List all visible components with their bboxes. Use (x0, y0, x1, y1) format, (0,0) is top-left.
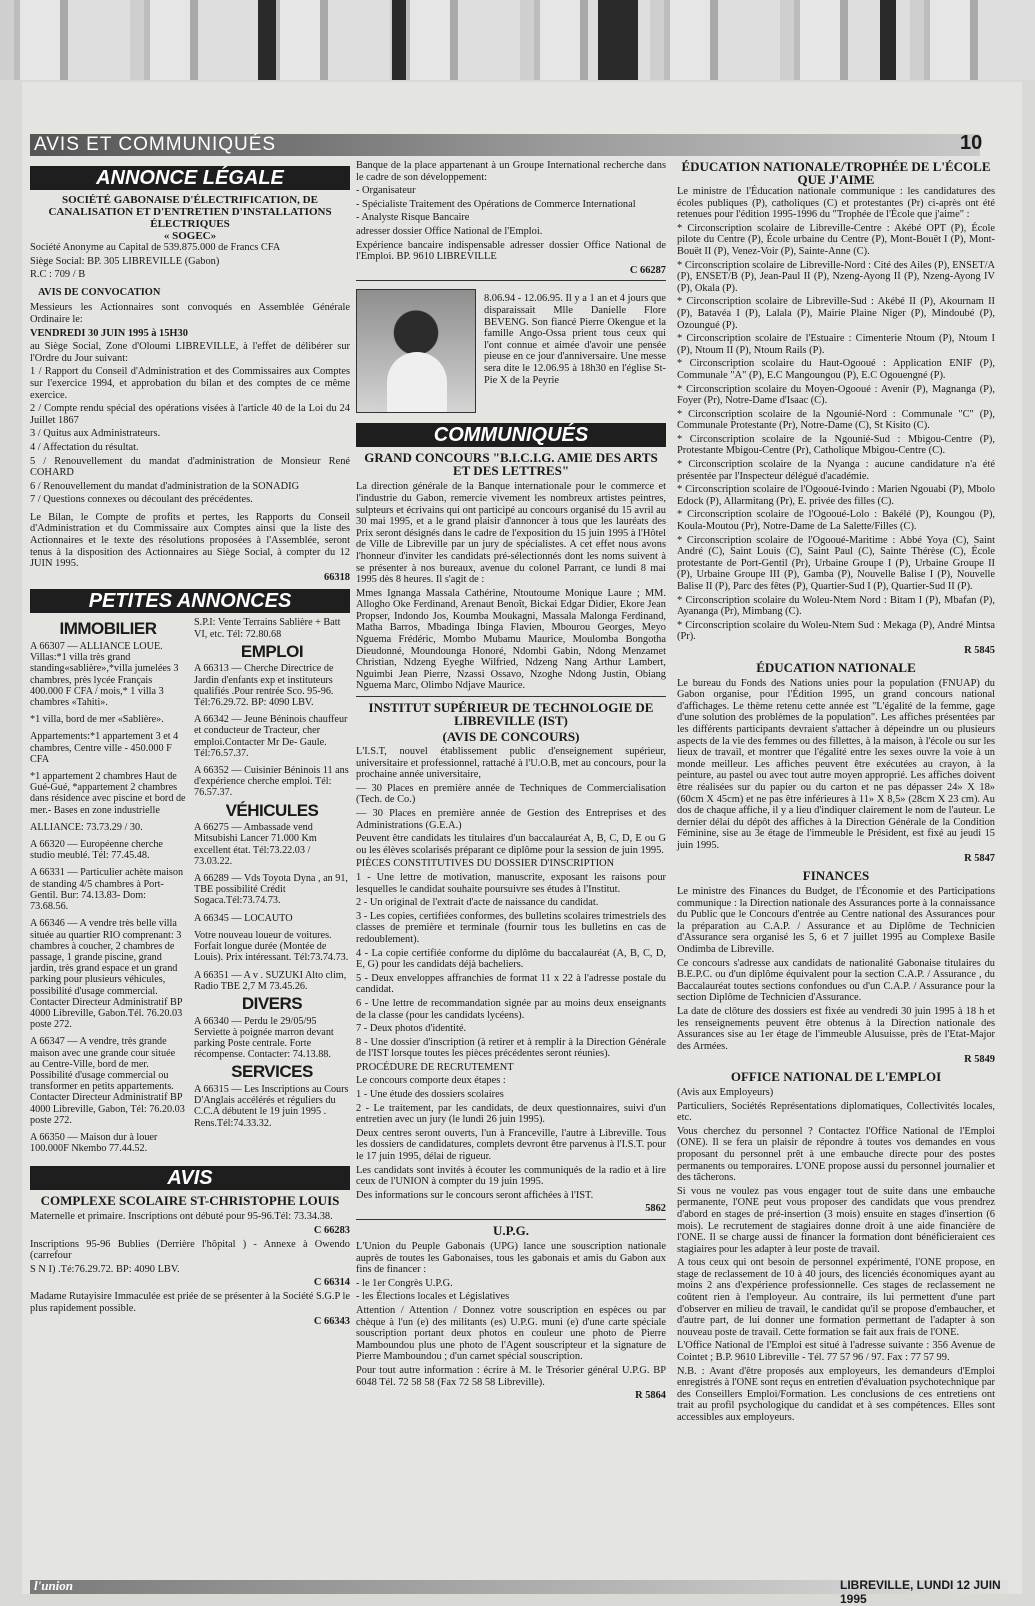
edu-text: Le bureau du Fonds des Nations unies pour la population (FNUAP) du Gabon organise, pour l'Édition 1995, un grand concours national d'affichages. Le thème retenu cette année est "L'égalité de la femme, gage d'une solution des problèmes de la population". Les affiches présentées par les différents participants devraient s'attacher à dépeindre un ou plusieurs aspects de la vie des femmes ou des fillettes, à la maison, à l'école ou sur les lieux de travail, et montrer que l'égalité entre les sexes ouvre la voie à un monde meilleur. Les affiches peuvent être exécutées au crayon, à la peinture, au pastel ou avec tout autre moyen approprié. Les affiches doivent être réalisées sur du papier ou du carton et ne pas dépasser 24» X 18» (60cm X 45cm) et ne pas être inférieures à 11» X 8,5» (28cm X 23 cm). Au dos de chaque affiche, il y a lieu d'indiquer clairement le nom de l'auteur. Le dernier délai du dépôt des affiches à la Direction Générale de la Condition Féminine, sise au 3e étage de l'immeuble le Président, est fixé au jeudi 15 juin 1995. (677, 677, 995, 851)
edu-paragraph: * Circonscription scolaire de l'Ogooué-Lolo : Bakélé (P), Koungou (P), Koula-Moutou (Pr), Notre-Dame de La Salette/Filles (C). (677, 509, 995, 533)
ist-paragraph: — 30 Places en première année de Gestion des Entreprises et des Administrations (G.E.A.) (356, 808, 666, 831)
divider (356, 696, 666, 697)
one-paragraph: Vous cherchez du personnel ? Contactez l'Office National de l'Emploi (ONE). Il se fera un plaisir de répondre à toutes vos demandes en vous proposant du personnel prêt à une embauche directe pour des postes permanents ou temporaires. L'ONE propose aussi du personnel journalier et des tâcherons. (677, 1125, 995, 1184)
memorial-photo (356, 289, 476, 413)
convocation-date: VENDREDI 30 JUIN 1995 à 15H30 (30, 327, 188, 339)
section-header-bar (30, 132, 983, 156)
company-info: Société Anonyme au Capital de 539.875.000 de Francs CFA (30, 242, 281, 253)
edu-trophy-body (677, 186, 995, 643)
edu-paragraph: * Circonscription scolaire de la Ngounié-Sud : Mbigou-Centre (P), Protestante Mbigou-Centre (Pr), Catholique Mbigou-Centre (C). (677, 433, 995, 457)
agenda-item: 2 / Compte rendu spécial des opérations visées à l'article 40 de la Loi du 24 Juillet 1867 (30, 403, 350, 426)
classified-ad: *1 appartement 2 chambres Haut de Gué-Gué, *appartement 2 chambres dans résidence avec piscine et bord de mer.- Bases en zone industrielle (30, 771, 186, 816)
column-1 (30, 160, 350, 1330)
services-list (194, 1084, 350, 1129)
newspaper-name: l'union (34, 1578, 74, 1593)
job-line: Expérience bancaire indispensable adresser dossier Office National de l'Emploi. BP. 9610 LIBREVILLE (356, 239, 666, 263)
ist-paragraph: 8 - Une dossier d'inscription (à retirer et à remplir à la Direction Générale de l'IST lorsque toutes les pièces précédentes seront réunies). (356, 1036, 666, 1060)
column-3 (677, 160, 995, 1426)
one-paragraph: N.B. : Avant d'être proposés aux employeurs, les demandeurs d'Emploi enregistrés à l'ONE sont reçus en entretien d'évaluation psychotechnique par des Conseillers Emploi/Formation. Les conclusions de ces entretiens ont trait au profil psychologique du candidat et à ses compétences. Elles sont accessibles aux employeurs. (677, 1365, 995, 1423)
ist-body (356, 746, 666, 1201)
classified-ad: A 66347 — A vendre, très grande maison avec une grande cour située au Centre-Ville, bord de mer. Possibilité d'usage commercial ou transformer en petits appartements. Contacter Directeur Administratif BP 4000 Libreville, Gabon, Tél: 76.20.03 poste 272. (30, 1036, 185, 1126)
job-line: adresser dossier Office National de l'Emploi. (356, 225, 543, 237)
edu-paragraph: Le ministre de l'Éducation nationale communique : les candidatures des écoles publiques (P), catholiques (C) et protestantes (Pr) ci-après ont été retenues pour l'édition 1995-1996 du "Trophée de l'École que j'aime" : (677, 186, 995, 221)
ist-paragraph: Deux centres seront ouverts, l'un à Franceville, l'autre à Libreville. Tous les dossiers de candidatures, complets devront être parvenus à l'I.S.T. pour le 17 juin 1995, délai de rigueur. (356, 1127, 666, 1163)
edu-paragraph: * Circonscription scolaire de Libreville-Sud : Akébé II (P), Akournam II (P), Batavéa I (P), Lalala (P), Mairie Plaine Niger (P), Mindoubé (P), Ozoungué (P). (677, 296, 995, 331)
classifieds-grid (30, 617, 350, 1160)
ist-paragraph: — 30 Places en première année de Techniques de Commercialisation (Tech. de Co.) (356, 782, 666, 806)
edu-paragraph: * Circonscription scolaire de Libreville-Nord : Cité des Ailes (P), ENSET/A (P), ENSET/B (P), Jean-Paul II (P), Nzeng-Ayong II (P), Nzeng-Ayong IV (P), Okala (P). (677, 259, 995, 294)
upg-body (356, 1241, 666, 1388)
section-title: AVIS ET COMMUNIQUÉS (34, 134, 277, 155)
ist-paragraph: 5 - Deux enveloppes affranchies de format 11 x 22 à l'adresse postale du candidat. (356, 972, 666, 996)
agenda-item: 5 / Renouvellement du mandat d'administration de Monsieur René COHARD (30, 455, 350, 479)
finances-text: Le ministre des Finances du Budget, de l'Économie et des Participations communique : la Direction nationale des Assurances porte à la connaissance du Public que le Concours d'entrée au Centre national des Assurances pour la préparation au C.A.P. / Assurance et au Diplôme de Technicien d'Assurance sera organisé les 5, 6 et 7 juillet 1995 au Complexe Basile Ondimba de Libreville. (677, 886, 995, 956)
ist-paragraph: PIÈCES CONSTITUTIVES DU DOSSIER D'INSCRIPTION (356, 858, 615, 870)
ad-reference: R 5847 (964, 853, 995, 865)
emploi-heading: EMPLOI (240, 641, 304, 661)
classified-ad: A 66345 — LOCAUTO (194, 912, 293, 924)
ist-paragraph: Le concours comporte deux étapes : (356, 1075, 506, 1087)
banner-petites-annonces: PETITES ANNONCES (30, 589, 350, 613)
classified-ad: *1 villa, bord de mer «Sablière». (30, 714, 164, 726)
classified-ad: S.P.I: Vente Terrains Sablière + Batt VI, etc. Tél: 72.80.68 (194, 617, 341, 640)
classified-ad: A 66342 — Jeune Béninois chauffeur et conducteur de Tracteur, cher emploi.Contacter Mr De- Gaule. Tél:76.57.37. (194, 714, 348, 759)
upg-paragraph: Attention / Attention / Donnez votre souscription en espèces ou par chèque à l'un (e) des militants (es) U.P.G. muni (e) d'une carte spéciale souscription portant deux photos en couleur une photo de Pierre Mamboundou plus une photo de l'Agent souscripteur et la signature de Pierre Mamboundou ; d'un carnet spécial souscription. (356, 1304, 666, 1363)
classified-ad: A 66331 — Particulier achète maison de standing 4/5 chambres à Port- Gentil. Bur: 74.13.83- Dom: 73.68.56. (30, 867, 184, 913)
school-title: COMPLEXE SCOLAIRE ST-CHRISTOPHE LOUIS (40, 1193, 340, 1209)
edu-paragraph: * Circonscription scolaire de Libreville-Centre : Akébé OPT (P), École pilote du Centre (P), École urbaine du Centre (P), Mont-Bouët I (P), Mont-Bouët II (P), Venez-Voir (P), Sainte-Anne (C). (677, 222, 995, 257)
emploi-list (194, 663, 350, 798)
edu-paragraph: * Circonscription scolaire du Moyen-Ogooué : Avenir (P), Magnanga (P), Foyer (Pr), Notre-Dame d'Isaac (C). (677, 383, 995, 407)
one-body (677, 1087, 995, 1424)
classified-ad: A 66275 — Ambassade vend Mitsubishi Lancer 71.000 Km excellent état. Tél:73.22.03 / 73.03.22. (194, 822, 317, 867)
one-paragraph: Si vous ne voulez pas vous engager tout de suite dans une embauche permanente, l'ONE peut vous proposer des candidats que vous prendrez d'abord en stages de pré-insertion (3 mois) ensuite en stages d'insertion (6 mois). Le recrutement de stagiaires donne droit à une aide financière de l'ONE. Il se charge aussi de financer la formation dont bénéficieraient ces stagiaires pour les adapter à leur poste de travail. (677, 1185, 995, 1255)
classified-ad: A 66315 — Les Inscriptions au Cours D'Anglais accélérés et réguliers du C.C.A débutent le 19 juin 1995 . Rens.Tél:74.33.32. (194, 1083, 349, 1129)
ist-paragraph: 6 - Une lettre de recommandation signée par au moins deux enseignants de la classe (pour les candidats lycéens). (356, 997, 666, 1021)
school-notice: Maternelle et primaire. Inscriptions ont débuté pour 95-96.Tél: 73.34.38. (30, 1211, 333, 1223)
ad-reference: R 5864 (635, 1390, 666, 1402)
school-notice: Madame Rutayisire Immaculée est priée de se présenter à la Société S.G.P le plus rapidement possible. (30, 1290, 350, 1314)
job-line: - Spécialiste Traitement des Opérations de Commerce International (356, 198, 636, 210)
closing-text: Le Bilan, le Compte de profits et pertes, les Rapports du Conseil d'Administration et du Commissaire aux Comptes ainsi que la liste des Actionnaires et le texte des résolutions proposées à l'Assemblée, seront tenus à la disposition des Actionnaires au Siège Social, à compter du 12 JUIN 1995. (30, 511, 350, 570)
company-info: R.C : 709 / B (30, 269, 86, 281)
classified-ad: A 66313 — Cherche Directrice de Jardin d'enfants exp et instituteurs qualifiés .Pour rentrée Sco. 95-96. Tél:76.29.72. BP: 4090 LBV. (194, 663, 334, 709)
bicig-names: Mmes Ignanga Massala Cathérine, Ntoutoume Monique Laure ; MM. Allogho Oke Ferdinand, Arenaut Benoît, Bickai Edgar Didier, Ekore Jean Propser, Indondo Jos, Koumba Moukagni, Massala Malonga Ferdinand, Matha Barros, Mbadinga Ibinga Flavien, Mbourou Georges, Meyo Nguema Frédéric, Mombo Mubamu Maurice, Moulomba Bongotha Dieudonné, Moundounga Honoré, Ndombi Gabin, Ndong Menzamet Christian, Ndzeng Eyeghe Wilfried, Ndzeng Nang Arthur Lambert, Nguimbi Jean Pierre, Nzassi Ossavo, Nzoghe Ndong Justin, Obiang Nguema Marc, Olimbo Ndjave Maurice. (356, 587, 666, 692)
ad-reference: R 5849 (964, 1054, 995, 1066)
banner-annonce-legale: ANNONCE LÉGALE (30, 166, 350, 190)
company-name: SOCIÉTÉ GABONAISE D'ÉLECTRIFICATION, DE CANALISATION ET D'ENTRETIEN D'INSTALLATIONS ÉLECTRIQUES (48, 194, 332, 230)
ist-paragraph: 4 - La copie certifiée conforme du diplôme du baccalauréat (A, B, C, D, E, G) pour les candidats déjà bacheliers. (356, 947, 666, 971)
ist-paragraph: Des informations sur le concours seront affichées à l'IST. (356, 1189, 594, 1201)
bicig-text: La direction générale de la Banque internationale pour le commerce et l'industrie du Gabon, remercie vivement les nombreux artistes peintres, sulpteurs et écrivains qui ont participé au concours organisé du 15 avril au 30 mai 1995, et a le grand plaisir d'annoncer à tous que les lauréats des Prix seront désignés dans le cadre de l'exposition du 15 juin 1995 à l'Hôtel de Ville de Libreville par un jury de spécialistes. A cet effet nous avons l'honneur d'inviter les candidats pré-sélectionnés dont les noms suivent à se présenter à nos bureaux, avenue du colonel Parrant, ce lundi 8 mai 1995 dès 8 heures. Il s'agit de : (356, 481, 666, 586)
company-acronym: « SOGEC» (163, 230, 217, 242)
memorial-text: 8.06.94 - 12.06.95. Il y a 1 an et 4 jours que disparaissait Mlle Danielle Flore BEVENG. Son fiancé Pierre Okengue et la famille Ango-Ossa prient tous ceux qui l'ont connue et aimée d'avoir une pensée pieuse en ce jour d'anniversaire. Une messe sera dite le 12.06.95 à 18h30 en l'église St-Pie X de la Peyrie (484, 293, 666, 386)
classified-ad: A 66352 — Cuisinier Béninois 11 ans d'expérience cherche emploi. Tél: 76.57.37. (194, 765, 349, 799)
ist-paragraph: 2 - Un original de l'extrait d'acte de naissance du candidat. (356, 897, 599, 909)
school-notice: S N I) .Té:76.29.72. BP: 4090 LBV. (30, 1263, 180, 1275)
edu-paragraph: * Circonscription scolaire du Haut-Ogooué : Application ENIF (P), Communale "A" (P), E.C Mangoungou (P), E.C Ogouengné (P). (677, 358, 995, 381)
column-2 (356, 160, 666, 1404)
newspaper-page (22, 82, 1022, 1606)
divider (356, 1219, 666, 1220)
classified-ad: A 66289 — Vds Toyota Dyna , an 91, TBE possibilité Crédit Sogaca.Tél:73.74.73. (194, 873, 348, 907)
immobilier-heading: IMMOBILIER (59, 619, 157, 639)
convocation-intro: Messieurs les Actionnaires sont convoqués en Assemblée Générale Ordinaire le: (30, 302, 350, 325)
ad-reference: C 66343 (313, 1316, 350, 1328)
classified-ad: A 66320 — Européenne cherche studio meublé. Tél: 77.45.48. (30, 839, 163, 862)
classified-ad: A 66350 — Maison dur à louer 100.000F Nkembo 77.44.52. (30, 1131, 158, 1155)
job-line: Banque de la place appartenant à un Groupe International recherche dans le cadre de son développement: (356, 160, 666, 183)
services-heading: SERVICES (231, 1062, 313, 1082)
classified-ad: ALLIANCE: 73.73.29 / 30. (30, 821, 143, 833)
ad-reference: C 66283 (313, 1224, 350, 1236)
edu-paragraph: * Circonscription scolaire de l'Ogooué-Ivindo : Marien Ngouabi (P), Mbolo Edock (P), Allarmitang (Pr), E. privée des filles (C). (677, 484, 995, 507)
divers-list (194, 1016, 350, 1061)
company-info: Siège Social: BP. 305 LIBREVILLE (Gabon) (30, 255, 220, 267)
agenda-item: 1 / Rapport du Conseil d'Administration et des Commissaires aux Comptes sur l'exercice 1994, et approbation du bilan et des comptes de ce même exercice. (30, 366, 350, 401)
edu-paragraph: * Circonscription scolaire de l'Estuaire : Cimenterie Ntoum (P), Ntoum I (P), Ntoum II (P), Ntoum Rails (P). (677, 333, 995, 356)
agenda-item: 3 / Quitus aux Administrateurs. (30, 428, 161, 440)
classified-ad: Votre nouveau loueur de voitures. Forfait longue durée (Montée de Louis). Prix intéressant. Tél:73.74.73. (194, 929, 349, 964)
ad-reference: 5862 (645, 1203, 666, 1215)
memorial-notice (356, 285, 666, 417)
ist-paragraph: 3 - Les copies, certifiées conformes, des bulletins scolaires trimestriels des classes de première et terminale (fournir tous les bulletins en cas de redoublement). (356, 910, 666, 945)
agenda-item: 4 / Affectation du résultat. (30, 441, 139, 453)
ist-paragraph: L'I.S.T, nouvel établissement public d'enseignement supérieur, universitaire et professionnel, rattaché à l'U.O.B, met au concours, pour la prochaine année universitaire, (356, 746, 666, 781)
one-paragraph: (Avis aux Employeurs) (677, 1086, 774, 1098)
divider (356, 280, 666, 281)
ad-reference: R 5845 (964, 644, 995, 656)
convocation-title: AVIS DE CONVOCATION (38, 286, 161, 298)
ist-subtitle: (AVIS DE CONCOURS) (442, 729, 580, 745)
ad-reference: C 66314 (313, 1277, 350, 1289)
ist-paragraph: 1 - Une lettre de motivation, manuscrite, exposant les raisons pour lesquelles le candidat souhaite poursuivre ses études à l'Institut. (356, 871, 666, 895)
ist-paragraph: 1 - Une étude des dossiers scolaires (356, 1089, 504, 1101)
upg-paragraph: - les Élections locales et Législatives (356, 1291, 510, 1303)
one-title: OFFICE NATIONAL DE L'EMPLOI (730, 1068, 942, 1084)
scan-background-top (0, 0, 1035, 80)
agenda-item: 6 / Renouvellement du mandat d'administration de la SONADIG (30, 480, 300, 492)
classified-ad: A 66307 — ALLIANCE LOUE. Villas:*1 villa très grand standing«sablière»,*villa jumelées 3 chambres, près lycée Français 400.000 F CFA / mois,* 1 villa 3 chambres «Tahiti». (30, 641, 179, 709)
classified-ad: A 66340 — Perdu le 29/05/95 Serviette à poignée marron devant parking Poste centrale. Forte récompense. Contacter: 74.13.88. (194, 1015, 334, 1061)
classifieds-left (30, 617, 186, 1160)
finances-title: FINANCES (802, 868, 870, 884)
one-paragraph: Particuliers, Sociétés Représentations diplomatiques, Collectivités locales, etc. (677, 1100, 995, 1124)
ist-paragraph: 2 - Le traitement, par les candidats, de deux questionnaires, suivi d'un entretien avec un jury (le lundi 26 juin 1995). (356, 1102, 666, 1126)
banner-communiques: COMMUNIQUÉS (356, 423, 666, 447)
one-paragraph: L'Office National de l'Emploi est situé à l'adresse suivante : 356 Avenue de Cointet ; B.P. 9610 Libreville - Tél. 77 57 96 / 97. Fax : 77 57 99. (677, 1340, 995, 1364)
vehicules-list (194, 822, 350, 992)
page-number: 10 (960, 132, 983, 154)
finances-text: Ce concours s'adresse aux candidats de nationalité Gabonaise titulaires du B.E.P.C. ou d'un diplôme équivalent pour la section C.A.P. / Assurance , du Baccalauréat toutes sections confondues ou d'un C.A.P. / Assurance pour la section Diplôme de Technicien d'Assurance. (677, 957, 995, 1004)
job-line: - Analyste Risque Bancaire (356, 212, 470, 224)
classifieds-right (194, 617, 350, 1160)
divers-heading: DIVERS (241, 993, 303, 1013)
ist-paragraph: PROCÉDURE DE RECRUTEMENT (356, 1061, 514, 1073)
upg-paragraph: Pour tout autre information : écrire à M. le Trésorier général U.P.G. BP 6048 Tél. 72 58 58 (Fax 72 58 58 Libreville). (356, 1364, 666, 1388)
ist-paragraph: 7 - Deux photos d'identité. (356, 1023, 467, 1035)
edu-paragraph: * Circonscription scolaire de la Ngounié-Nord : Communale "C" (P), Communale Protestante (Pr), Notre-Dame (C), St Kisito (C). (677, 408, 995, 432)
edu-trophy-title: ÉDUCATION NATIONALE/TROPHÉE DE L'ÉCOLE QUE J'AIME (681, 159, 991, 187)
ist-paragraph: Les candidats sont invités à écouter les communiqués de la radio et à lire ceux de l'UNION à compter du 19 juin 1995. (356, 1164, 666, 1188)
bicig-title: GRAND CONCOURS "B.I.C.I.G. AMIE DES ARTS ET DES LETTRES" (364, 450, 658, 479)
bank-job-ad (356, 160, 666, 263)
classified-ad: A 66351 — A v . SUZUKI Alto clim, Radio TBE 2,7 M 73.45.26. (194, 969, 347, 992)
ist-paragraph: Peuvent être candidats les titulaires d'un baccalauréat A, B, C, D, E ou G ou les élèves scolarisés préparant ce diplôme pour la session de juin 1995. (356, 833, 666, 856)
dateline: LIBREVILLE, LUNDI 12 JUIN 1995 (840, 1578, 1001, 1606)
ist-title: INSTITUT SUPÉRIEUR DE TECHNOLOGIE DE LIBREVILLE (IST) (368, 700, 654, 729)
banner-avis: AVIS (30, 1166, 350, 1190)
edu-paragraph: * Circonscription scolaire de la Nyanga : aucune candidature n'a été présentée par l'Inspecteur délégué d'académie. (677, 459, 995, 482)
edu-paragraph: * Circonscription scolaire de l'Ogooué-Maritime : Abbé Yoya (C), Saint André (C), Saint Louis (C), Saint Paul (C), Sainte Thérèse (C), École protestante de Port-Gentil (Pr), Urbaine Groupe I (P), Urbaine Groupe II (P), Urbaine Groupe III (P), Gamba (P), Nouvelle Balise I (P), Nouvelle Balise II (P), Parc des fêtes (P), Quartier-Sud I (P), Quartier-Sud II (P). (677, 534, 995, 592)
agenda-item: 7 / Questions connexes ou découlant des précédentes. (30, 494, 253, 506)
edu-paragraph: * Circonscription scolaire du Woleu-Ntem Sud : Mekaga (P), André Mintsa (Pr). (677, 619, 995, 643)
upg-title: U.P.G. (493, 1223, 529, 1238)
classified-ad: Appartements:*1 appartement 3 et 4 chambres, Centre ville - 450.000 F CFA (30, 731, 179, 765)
edu-title: ÉDUCATION NATIONALE (756, 659, 916, 675)
one-paragraph: A tous ceux qui ont besoin de personnel expérimenté, l'ONE propose, en stage de reclassement de 10 à 40 jours, des licenciés économiques ayant au moins 2 ans d'expérience professionnelle. Ces stages de reclassement ne coûtent rien à l'employeur. Au contraire, ils lui permettent d'une part d'observer en milieu de travail, le candidat qu'il se propose d'embaucher, et d'autre part, de lui donner une formation permettant de l'adapter à son nouveau poste de travail. Cette formation se fait aux frais de l'ONE. (677, 1257, 995, 1338)
school-notice: Inscriptions 95-96 Bublies (Derrière l'hôpital ) - Annexe à Owendo (carrefour (30, 1238, 350, 1262)
agenda-list (30, 366, 350, 506)
ad-reference: 66318 (324, 571, 350, 583)
convocation-place: au Siège Social, Zone d'Oloumi LIBREVILLE, à l'effet de délibérer sur l'Ordre du Jour suivant: (30, 341, 350, 364)
vehicules-heading: VÉHICULES (225, 800, 319, 820)
job-line: - Organisateur (356, 185, 416, 197)
finances-text: La date de clôture des dossiers est fixée au vendredi 30 juin 1995 à 18 h et les renseignements peuvent être obtenus à la Direction nationale des Assurances sise au 1er étage de l'immeuble Alusuisse, près de l'Etat-Major des Armées. (677, 1006, 995, 1052)
immobilier-list (30, 641, 186, 1154)
edu-paragraph: * Circonscription scolaire du Woleu-Ntem Nord : Bitam I (P), Mbafan (P), Ayananga (Pr), Mimbang (C). (677, 594, 995, 618)
upg-paragraph: - le 1er Congrès U.P.G. (356, 1277, 453, 1289)
upg-paragraph: L'Union du Peuple Gabonais (UPG) lance une souscription nationale auprès de toutes les Gabonaises, tous les gabonais et amis du Gabon aux fins de financer : (356, 1241, 666, 1276)
ad-reference: C 66287 (629, 264, 666, 276)
classified-ad: A 66346 — A vendre très belle villa située au quartier RIO comprenant: 3 chambres à coucher, 2 chambres de passage, 1 grande piscine, grand jardin, très grand espace et un grand parking pour plusieurs véhicules, possibilité d'usage commercial. Contacter Directeur Administratif BP 4000 Libreville, Gabon.Tél. 76.20.03 poste 272. (30, 918, 183, 1031)
